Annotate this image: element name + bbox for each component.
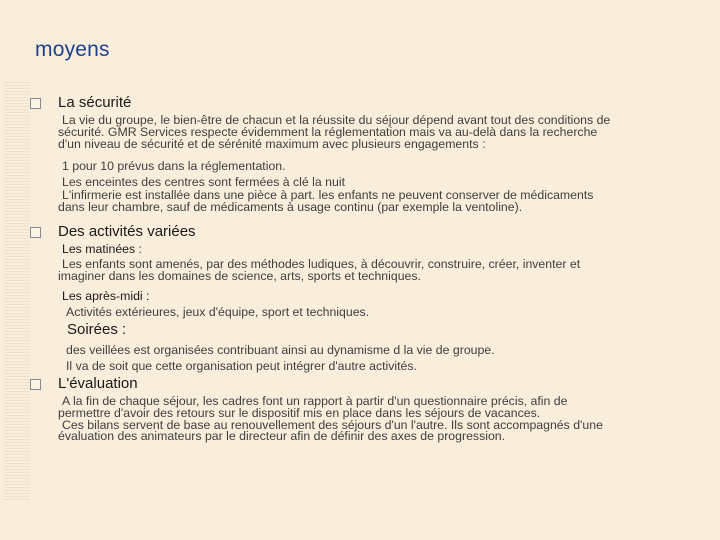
heading-activites: Des activités variées (58, 223, 196, 240)
apres-midi-label: Les après-midi : (62, 289, 150, 303)
soirees-label: Soirées : (67, 321, 127, 338)
matinees-text (58, 259, 580, 283)
list-item: 1 pour 10 prévus dans la réglementation. (62, 159, 286, 173)
evaluation-text (58, 396, 603, 443)
heading-evaluation: L'évaluation (58, 375, 138, 392)
text-line: des veillées est organisées contribuant ainsi au dynamisme d la vie de groupe. (66, 343, 495, 357)
text-line: Les enfants sont amenés, par des méthodes ludiques, à découvrir, construire, créer, inventer et (62, 257, 581, 271)
matinees-sep: : (135, 242, 142, 256)
decorative-rule (4, 82, 30, 502)
text-line: évaluation des animateurs par le directeur afin de définir des axes de progression. (58, 429, 506, 444)
securite-points (58, 159, 593, 214)
list-item: L'infirmerie est installée dans une pièce à part. les enfants ne peuvent conserver de médicaments (62, 188, 594, 203)
text-line: sécurité. GMR Services respecte évidemment la réglementation mais va au-delà dans la recherche (58, 124, 598, 139)
securite-intro (58, 115, 610, 150)
text-line: imaginer dans les domaines de science, arts, sports et techniques. (58, 268, 421, 283)
heading-securite: La sécurité (58, 94, 132, 111)
matinees-label-row (62, 242, 142, 256)
soirees-text (62, 342, 495, 374)
matinees-label: Les matinées (62, 242, 136, 256)
bullet-icon (30, 98, 41, 109)
text-line: Ces bilans servent de base au renouvellement des séjours d'un l'autre. Ils sont accompagnés d'une (62, 417, 603, 432)
text-line: permettre d'avoir des retours sur le dispositif mis en place dans les séjours de vacances. (58, 405, 541, 420)
text-line: d'un niveau de sécurité et de sérénité maximum avec plusieurs engagements : (58, 136, 486, 151)
text-line: Il va de soit que cette organisation peut intégrer d'autre activités. (66, 359, 417, 374)
bullet-icon (30, 379, 41, 390)
bullet-icon (30, 227, 41, 238)
apres-midi-text: Activités extérieures, jeux d'équipe, sport et techniques. (66, 305, 370, 319)
list-item: Les enceintes des centres sont fermées à clé la nuit (62, 174, 345, 189)
slide-title: moyens (35, 38, 110, 61)
text-line: La vie du groupe, le bien-être de chacun et la réussite du séjour dépend avant tout des conditions de (62, 113, 611, 127)
text-line: dans leur chambre, sauf de médicaments à usage continu (par exemple la ventoline). (58, 199, 523, 214)
text-line: A la fin de chaque séjour, les cadres font un rapport à partir d'un questionnaire précis, afin de (62, 394, 568, 408)
